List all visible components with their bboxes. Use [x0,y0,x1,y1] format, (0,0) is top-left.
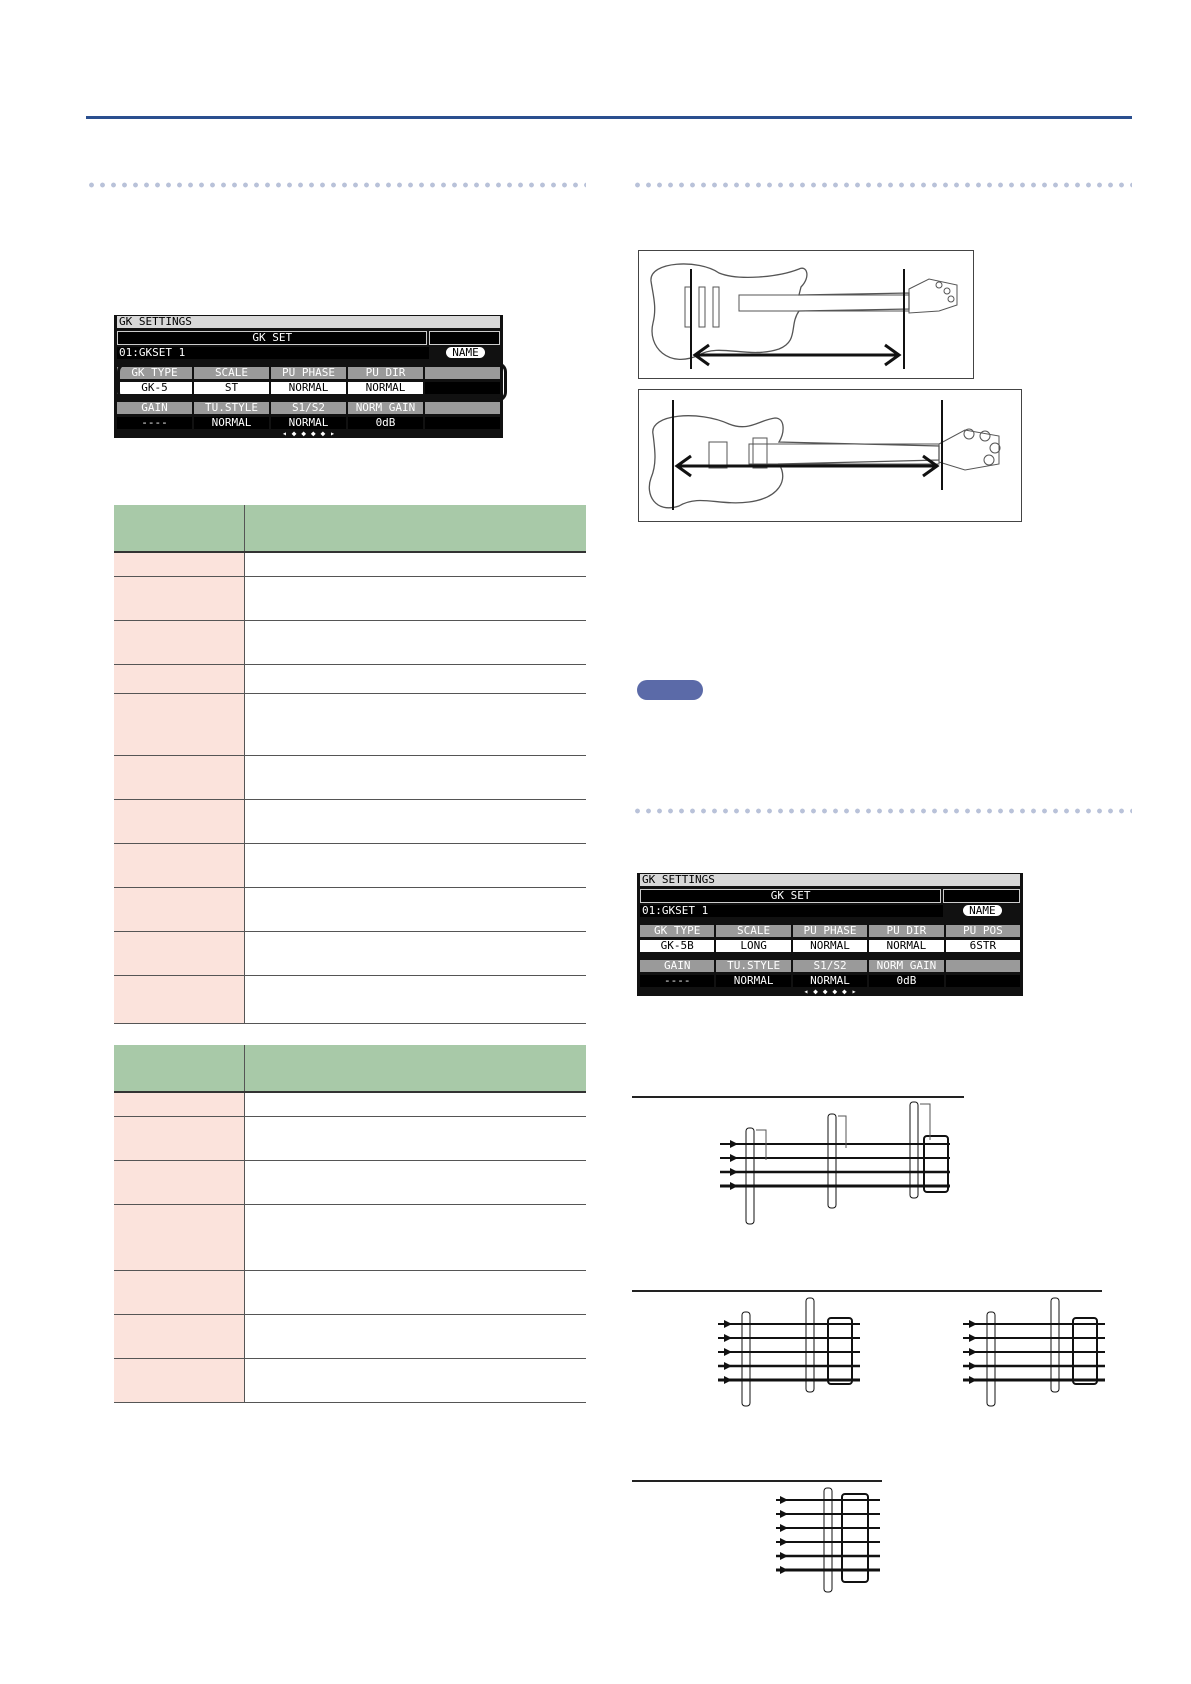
param-header: GK TYPE [640,925,714,937]
param-value[interactable]: ST [194,382,269,394]
screen-title: GK SETTINGS [117,316,500,328]
table-row [114,975,586,1023]
gk-settings-screen-bottom [637,873,1023,996]
param-header: PU DIR [869,925,943,937]
gk-set-name: 01:GKSET 1 [640,905,943,917]
table-row [114,620,586,664]
parameter-table-2 [114,1045,586,1403]
pickup-diagram-4-string [710,1100,960,1230]
table-row [114,755,586,799]
param-value[interactable]: NORMAL [869,940,943,952]
diagram-rule-2 [632,1290,1102,1292]
table-row [114,1270,586,1314]
table-row [114,576,586,620]
table-header-row [114,1045,586,1092]
bass-scale-figure [638,389,1022,522]
param-value[interactable]: NORMAL [793,975,867,987]
name-button[interactable]: NAME [963,905,1002,916]
table-row [114,693,586,755]
param-header: TU.STYLE [194,402,269,414]
param-header: GAIN [640,960,714,972]
param-header: PU PHASE [271,367,346,379]
param-value[interactable]: NORMAL [793,940,867,952]
param-header [425,402,500,414]
bass-illustration-icon [639,390,1021,521]
table-row [114,799,586,843]
param-value[interactable]: NORMAL [716,975,790,987]
gk-set-label: GK SET [640,889,941,903]
guitar-scale-figure [638,250,974,379]
memo-badge [637,680,703,700]
section-divider-right-1 [632,182,1132,188]
diagram-rule-3 [632,1480,882,1482]
gk-set-label: GK SET [117,331,427,345]
pickup-diagram-5-string-b [955,1294,1115,1414]
highlight-frame [117,362,507,402]
param-value[interactable]: 0dB [348,417,423,429]
param-value [946,975,1020,987]
param-value[interactable]: 6STR [946,940,1020,952]
param-header: GAIN [117,402,192,414]
table-row [114,1160,586,1204]
table-row [114,1204,586,1270]
param-value[interactable]: NORMAL [348,382,423,394]
guitar-illustration-icon [639,251,973,378]
param-value[interactable]: 0dB [869,975,943,987]
param-header: NORM GAIN [348,402,423,414]
diagram-rule-1 [632,1096,964,1098]
param-value[interactable]: NORMAL [271,382,346,394]
table-row [114,1092,586,1116]
table-row [114,931,586,975]
section-divider-right-2 [632,808,1132,814]
table-row [114,552,586,576]
table-header-row [114,505,586,552]
section-divider-left [86,182,586,188]
param-header: SCALE [194,367,269,379]
page-indicator: ◂ ◆ ◆ ◆ ◆ ▸ [803,987,857,996]
param-value[interactable]: ---- [640,975,714,987]
param-value[interactable]: ---- [117,417,192,429]
pickup-diagram-6-string [770,1486,890,1596]
table-row [114,1116,586,1160]
pickup-position-icon [710,1294,870,1414]
param-header: S1/S2 [793,960,867,972]
table-row [114,1358,586,1402]
param-header: TU.STYLE [716,960,790,972]
pickup-diagram-5-string-a [710,1294,870,1414]
pickup-position-icon [710,1100,960,1230]
parameter-table-1 [114,505,586,1024]
table-row [114,1314,586,1358]
param-value[interactable]: GK-5B [640,940,714,952]
param-value[interactable]: LONG [716,940,790,952]
param-header [946,960,1020,972]
param-header: NORM GAIN [869,960,943,972]
header-rule [86,116,1132,119]
page-indicator: ◂ ◆ ◆ ◆ ◆ ▸ [282,429,335,438]
gk-set-name: 01:GKSET 1 [117,347,429,359]
table-row [114,664,586,693]
param-header: SCALE [716,925,790,937]
param-header: PU POS [946,925,1020,937]
name-button[interactable]: NAME [446,347,485,358]
table-row [114,887,586,931]
param-header: PU PHASE [793,925,867,937]
param-header: GK TYPE [117,367,192,379]
param-value[interactable]: NORMAL [194,417,269,429]
pickup-position-icon [955,1294,1115,1414]
pickup-position-icon [770,1486,890,1596]
param-header: PU DIR [348,367,423,379]
screen-title: GK SETTINGS [640,874,1020,886]
param-header: S1/S2 [271,402,346,414]
param-value [425,417,500,429]
table-row [114,843,586,887]
param-value[interactable]: NORMAL [271,417,346,429]
param-value[interactable]: GK-5 [117,382,192,394]
